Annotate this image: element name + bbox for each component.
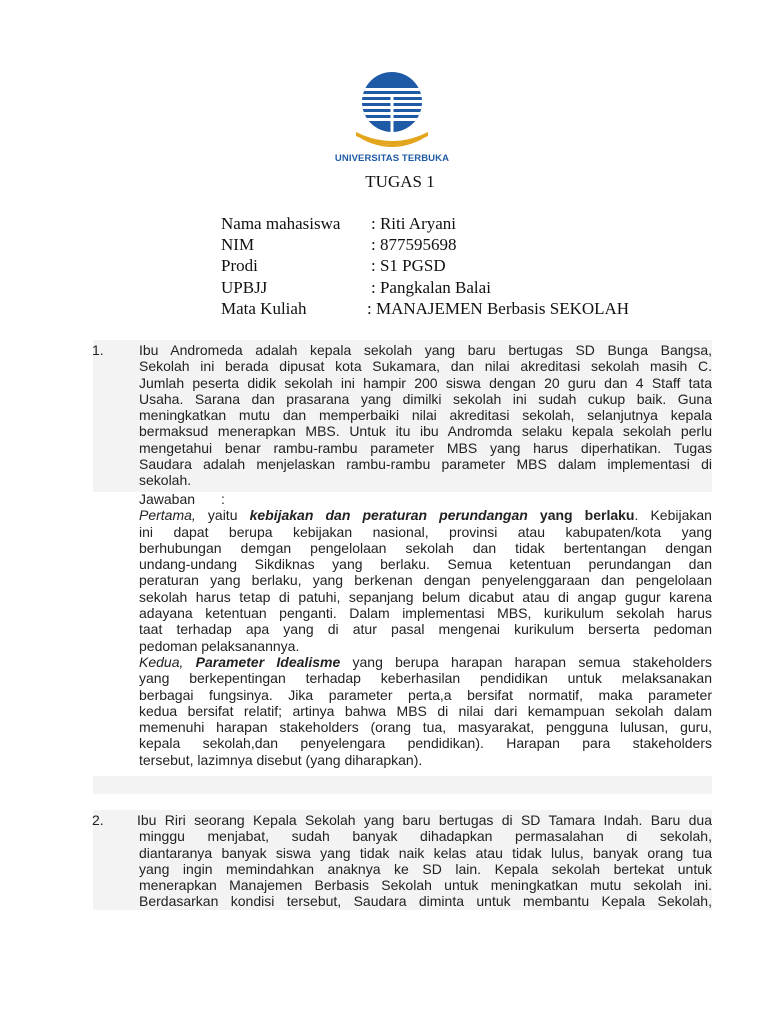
text-line: kedua bersifat relatif; artinya bahwa MBS di nilai dari kemampuan sekolah dalam bbox=[139, 702, 712, 719]
page-title: TUGAS 1 bbox=[365, 172, 435, 191]
first-bold: yang berlaku bbox=[527, 507, 635, 524]
text-line: ini dapat berupa kebijakan nasional, provinsi atau kabupaten/kota yang bbox=[139, 523, 712, 540]
text-line: meningkatkan mutu dan memperbaiki nilai akreditasi sekolah, selanjutnya kepala bbox=[139, 407, 712, 424]
text-line: berhubungan demgan pengelolaan sekolah dan tidak bertentangan dengan bbox=[139, 539, 712, 556]
text-line: Jumlah peserta didik sekolah ini hampir 200 siswa dengan 20 guru dan 4 Staff tata bbox=[139, 374, 712, 391]
info-label: Mata Kuliah bbox=[221, 299, 307, 318]
text-line: pedoman pelaksanannya. bbox=[139, 637, 300, 654]
text-line: memenuhi harapan stakeholders (orang tua, masyarakat, pengguna lulusan, guru, bbox=[139, 719, 712, 736]
answer-second-line bbox=[139, 654, 712, 670]
text-line: kepala sekolah,dan penyelengara pendidikan). Harapan para stakeholders bbox=[139, 735, 712, 752]
answer-colon: : bbox=[221, 491, 225, 507]
text-line: yang ingin memindahkan anaknya ke SD lain. Kepala sekolah bertekat untuk bbox=[139, 860, 712, 877]
text-line: sekolah harus tetap di patuhi, sepanjang belum dicabut atau di angap gugur karena bbox=[139, 588, 712, 605]
first-word: Pertama, bbox=[139, 507, 196, 524]
info-label: NIM bbox=[221, 235, 255, 254]
answer-label: Jawaban bbox=[139, 491, 196, 507]
info-value: : MANAJEMEN Berbasis SEKOLAH bbox=[367, 299, 630, 318]
question-1-number: 1. bbox=[92, 342, 104, 358]
info-value: : 877595698 bbox=[371, 235, 457, 254]
text-line: Sekolah ini berada dipusat kota Sukamara, dan nilai akreditasi sekolah masih C. bbox=[139, 358, 712, 375]
info-label: UPBJJ bbox=[221, 278, 268, 297]
university-logo bbox=[352, 70, 432, 166]
text-line: Ibu Andromeda adalah kepala sekolah yang baru bertugas SD Bunga Bangsa, bbox=[139, 342, 712, 358]
empty-band bbox=[93, 776, 712, 794]
text-line: tersebut, lazimnya disebut (yang diharapkan). bbox=[139, 751, 423, 768]
text-line: mengetahui benar rambu-rambu parameter MBS yang harus diperhatikan. Tugas bbox=[139, 439, 712, 456]
text-line: menerapkan Manajemen Berbasis Sekolah untuk meningkatkan mutu sekolah ini. bbox=[139, 877, 712, 894]
second-word: Kedua, bbox=[139, 653, 184, 670]
answer-first-line bbox=[139, 507, 712, 523]
first-rest: . Kebijakan bbox=[634, 507, 712, 524]
answer-label-line bbox=[139, 491, 712, 507]
text-line: Saudara adalah menjelaskan rambu-rambu parameter MBS dalam implementasi di bbox=[139, 456, 712, 473]
second-emphasis: Parameter Idealisme bbox=[195, 653, 341, 670]
text-line: taat terhadap apa yang di atur pasal mengenai kurikulum berserta pedoman bbox=[139, 621, 712, 638]
text-line: bermaksud menerapkan MBS. Untuk itu ibu Andromda selaku kepala sekolah perlu bbox=[139, 423, 712, 440]
second-rest: yang berupa harapan harapan semua stakeholders bbox=[340, 653, 712, 670]
info-value: : Pangkalan Balai bbox=[371, 278, 491, 297]
info-value: : Riti Aryani bbox=[371, 214, 456, 233]
text-line: Ibu Riri seorang Kepala Sekolah yang baru bertugas di SD Tamara Indah. Baru dua bbox=[137, 812, 712, 828]
university-name: UNIVERSITAS TERBUKA bbox=[334, 153, 450, 164]
text-line: Berdasarkan kondisi tersebut, Saudara diminta untuk membantu Kepala Sekolah, bbox=[139, 893, 712, 910]
info-label: Nama mahasiswa bbox=[221, 214, 341, 233]
info-label: Prodi bbox=[221, 256, 258, 275]
text-line: undang-undang Sikdiknas yang berlaku. Semua ketentuan perundangan dan bbox=[139, 556, 712, 573]
text-line: minggu menjabat, sudah banyak dihadapkan permasalahan di sekolah, bbox=[139, 828, 712, 845]
text-line: berbagai fungsinya. Jika parameter perta,a bersifat normatif, maka parameter bbox=[139, 686, 712, 703]
text-line: diantaranya banyak siswa yang tidak naik kelas atau tidak lulus, banyak orang tua bbox=[139, 844, 712, 861]
answer-block bbox=[139, 491, 712, 768]
question-2-text bbox=[137, 812, 712, 910]
question-1-text bbox=[139, 342, 712, 489]
connector: yaitu bbox=[195, 507, 250, 524]
question-2-number: 2. bbox=[92, 812, 104, 828]
first-emphasis: kebijakan dan peraturan perundangan bbox=[249, 507, 528, 524]
text-line: Usaha. Sarana dan prasarana yang dimilki sekolah ini sudah cukup baik. Guna bbox=[139, 390, 712, 407]
text-line: adayana ketentuan penganti. Dalam implementasi MBS, kurikulum sekolah harus bbox=[139, 605, 712, 622]
text-line: yang berkepentingan terhadap keberhasilan pendidikan untuk melaksanakan bbox=[139, 670, 712, 687]
text-line: sekolah. bbox=[139, 472, 192, 489]
text-line: peraturan yang berlaku, yang berkenan dengan penyelenggaraan dan pengelolaan bbox=[139, 572, 712, 589]
university-logo-emblem bbox=[352, 70, 432, 166]
info-value: : S1 PGSD bbox=[371, 256, 446, 275]
